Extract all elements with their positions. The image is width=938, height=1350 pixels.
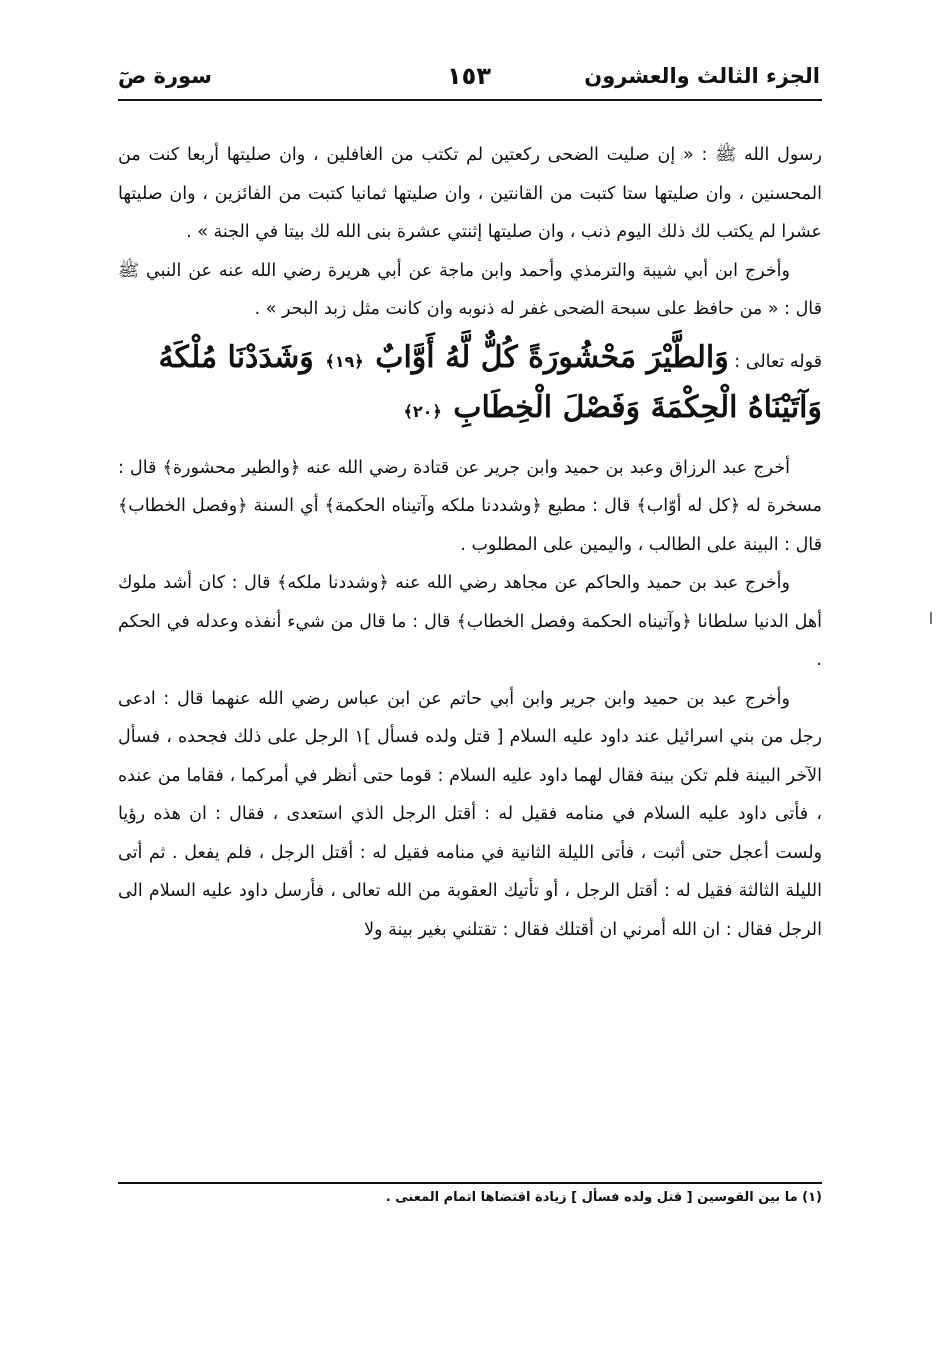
scan-mark xyxy=(930,612,932,624)
verse-text-part-2: وَشَدَدْنَا مُلْكَهُ وَآتَيْنَاهُ الْحِكْمَةَ وَفَصْلَ الْخِطَابِ xyxy=(158,339,822,425)
footnote: (١) ما بين القوسين [ قتل ولده فسأل ] زيادة اقتضاها اتمام المعنى . xyxy=(385,1190,822,1205)
page-number: ١٥٣ xyxy=(447,62,491,90)
paragraph-ibn-abbas: وأخرج عبد بن حميد وابن جرير وابن أبي حاتم عن ابن عباس رضي الله عنهما قال : ادعى رجل من بني اسرائيل عند داود عليه السلام [ قتل ولده فسأل ]١ الرجل على ذلك فجحده ، فسأل الآخر البينة فلم تكن بينة فقال لهما داود عليه السلام : قوما حتى أنظر في أمركما ، فقاما من عنده ، فأتى داود عليه السلام في منامه فقيل له : أقتل الرجل الذي استعدى ، فقال : ان هذه رؤيا ولست أعجل حتى أثبت ، فأتى الليلة الثانية في منامه فقيل له : أقتل الرجل ، فلم يفعل . ثم أتى الليلة الثالثة فقيل له : أقتل الرجل ، أو تأتيك العقوبة من الله تعالى ، فأرسل داود عليه السلام الى الرجل فقال : ان الله أمرني ان أقتلك فقال : تقتلني بغير بينة ولا xyxy=(118,688,822,940)
surah-title: سورة صٓ xyxy=(118,64,212,88)
verse-intro: قوله تعالى : xyxy=(734,351,822,372)
footnote-divider xyxy=(118,1182,822,1184)
quran-verse-block xyxy=(118,335,822,435)
verse-text-part-1: وَالطَّيْرَ مَحْشُورَةً كُلٌّ لَّهُ أَوَّابٌ xyxy=(375,339,729,375)
paragraph-mujahid: وأخرج عبد بن حميد والحاكم عن مجاهد رضي الله عنه ﴿وشددنا ملكه﴾ قال : كان أشد ملوك أهل الدنيا سلطانا ﴿وآتيناه الحكمة وفصل الخطاب﴾ قال : ما قال من شيء أنفذه وعدله في الحكم . xyxy=(118,573,822,670)
header-divider xyxy=(118,99,822,101)
verse-number-marker: ﴿١٩﴾ xyxy=(325,351,364,371)
part-title: الجزء الثالث والعشرون xyxy=(584,64,820,88)
page-body xyxy=(118,136,822,949)
paragraph-qatada: أخرج عبد الرزاق وعبد بن حميد وابن جرير عن قتادة رضي الله عنه ﴿والطير محشورة﴾ قال : مسخرة له ﴿كل له أوّاب﴾ قال : مطيع ﴿وشددنا ملكه وآتيناه الحكمة﴾ أي السنة ﴿وفصل الخطاب﴾ قال : البينة على الطالب ، واليمين على المطلوب . xyxy=(118,457,822,555)
verse-number-marker: ﴿٢٠﴾ xyxy=(403,401,442,421)
paragraph-hadith-hafiz: وأخرج ابن أبي شيبة والترمذي وأحمد وابن ماجة عن أبي هريرة رضي الله عنه عن النبي ﷺ قال : « من حافظ على سبحة الضحى غفر له ذنوبه وان كانت مثل زبد البحر » . xyxy=(118,260,822,319)
page-header xyxy=(118,62,820,98)
paragraph-hadith-duha: رسول الله ﷺ : « إن صليت الضحى ركعتين لم تكتب من الغافلين ، وان صليتها أربعا كنت من المحسنين ، وان صليتها ستا كتبت من القانتين ، وان صليتها ثمانيا كتبت من الفائزين ، وان صليتها عشرا لم يكتب لك ذلك اليوم ذنب ، وان صليتها إثنتي عشرة بنى الله لك بيتا في الجنة » . xyxy=(118,145,822,242)
